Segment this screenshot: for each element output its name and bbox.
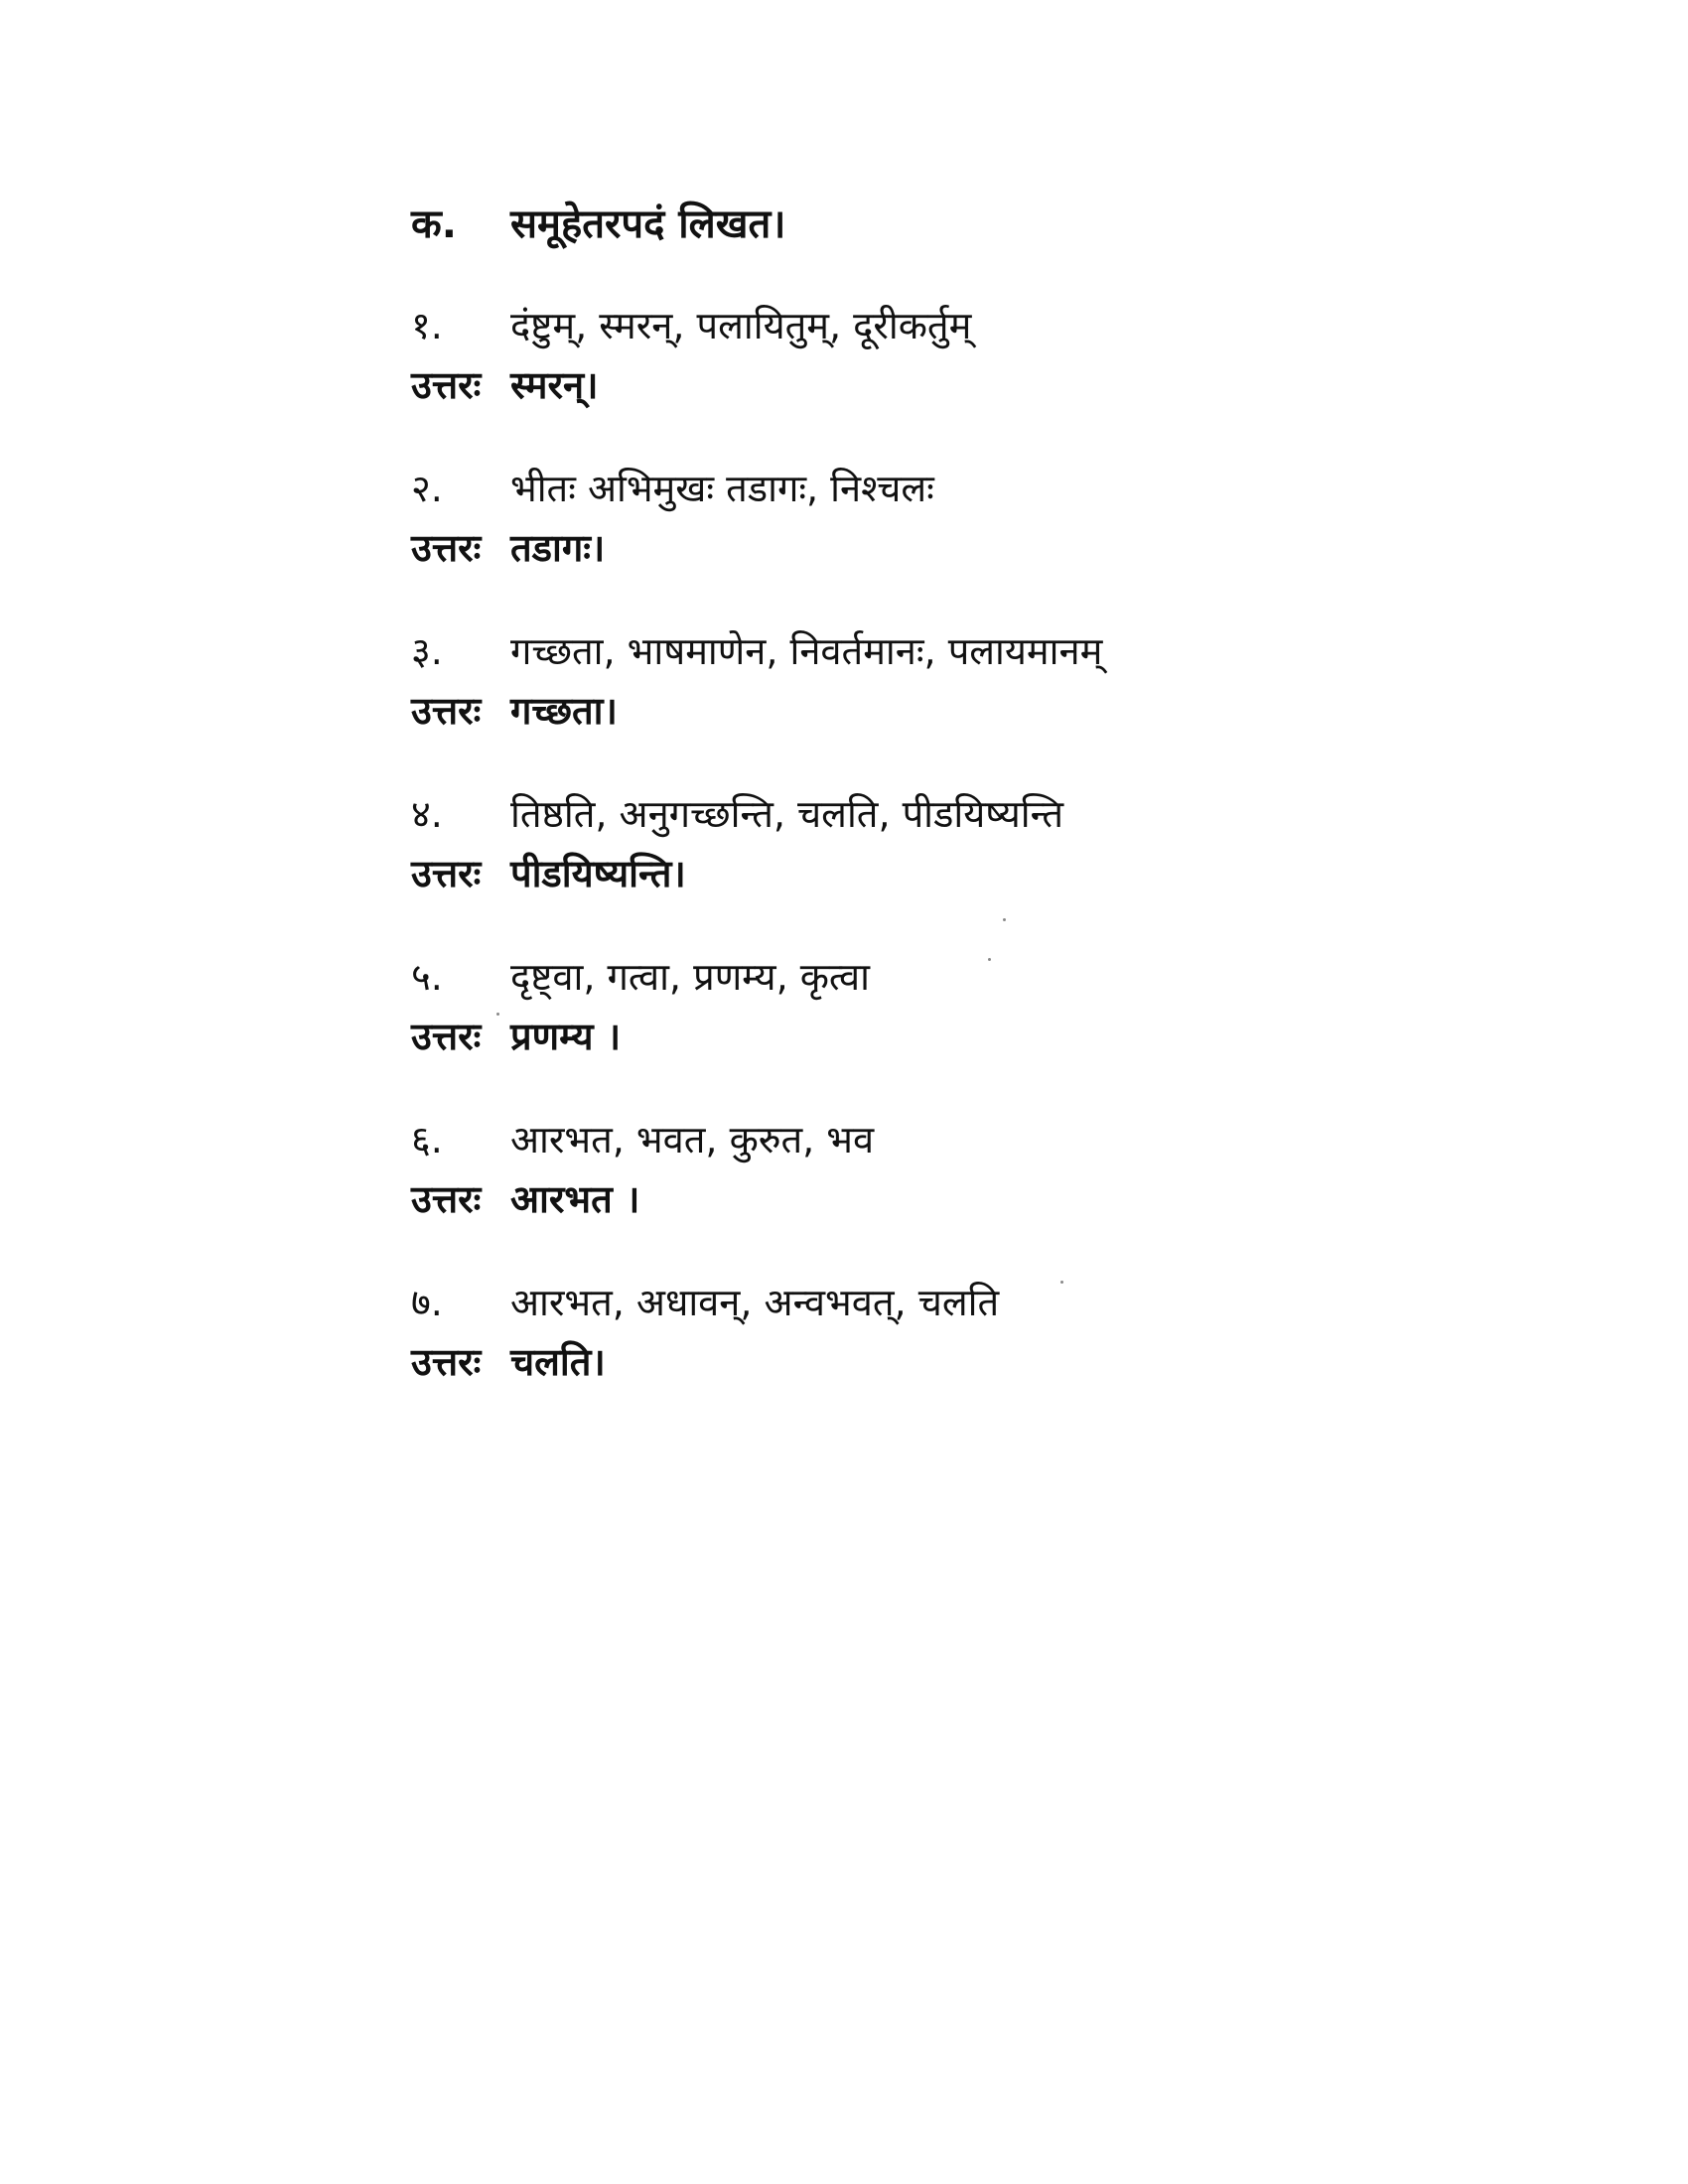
question-item-6 (411, 1113, 1404, 1232)
question-item-7 (411, 1276, 1404, 1395)
answer-label: उत्तरः (411, 1015, 482, 1058)
question-row (411, 1276, 1404, 1335)
answer-label: उत्तरः (411, 1340, 482, 1384)
question-text: दंष्टुम्, स्मरन्, पलायितुम्, दूरीकर्तुम् (510, 304, 972, 347)
question-item-5 (411, 950, 1404, 1069)
question-item-3 (411, 624, 1404, 744)
scan-speck (1003, 918, 1006, 921)
question-number: ५. (411, 955, 443, 999)
question-row (411, 1113, 1404, 1172)
scan-speck (1060, 1281, 1063, 1284)
question-row (411, 950, 1404, 1010)
question-number: ७. (411, 1281, 443, 1324)
question-number: २. (411, 467, 443, 510)
question-row (411, 299, 1404, 358)
answer-row (411, 847, 1404, 906)
question-item-2 (411, 462, 1404, 581)
answer-label: उत्तरः (411, 852, 482, 895)
question-text: भीतः अभिमुखः तडागः, निश्चलः (510, 467, 934, 510)
heading-text: समूहेतरपदं लिखत। (510, 202, 786, 247)
question-text: आरभत, अधावन्, अन्वभवत्, चलति (510, 1281, 1000, 1324)
answer-row (411, 1010, 1404, 1069)
question-number: ४. (411, 792, 443, 836)
scan-speck (496, 1013, 499, 1016)
document-page (411, 195, 1404, 1438)
answer-text: स्मरन्। (510, 363, 599, 407)
answer-label: उत्तरः (411, 526, 482, 570)
question-row (411, 787, 1404, 847)
question-item-1 (411, 299, 1404, 418)
question-text: आरभत, भवत, कुरुत, भव (510, 1118, 875, 1161)
question-item-4 (411, 787, 1404, 906)
answer-row (411, 521, 1404, 581)
answer-row (411, 1335, 1404, 1395)
heading-marker: क. (411, 202, 457, 247)
answer-row (411, 1172, 1404, 1232)
question-number: ३. (411, 629, 443, 673)
scan-speck (988, 958, 991, 961)
answer-label: उत्तरः (411, 363, 482, 407)
answer-text: तडागः। (510, 526, 606, 570)
answer-text: पीडयिष्यन्ति। (510, 852, 686, 895)
answer-text: चलति। (510, 1340, 606, 1384)
question-row (411, 624, 1404, 684)
question-text: तिष्ठति, अनुगच्छन्ति, चलति, पीडयिष्यन्ति (510, 792, 1063, 836)
exercise-heading (411, 195, 1404, 249)
answer-row (411, 358, 1404, 418)
question-row (411, 462, 1404, 521)
answer-label: उत्तरः (411, 689, 482, 733)
answer-text: आरभत । (510, 1177, 640, 1221)
answer-text: गच्छता। (510, 689, 618, 733)
answer-row (411, 684, 1404, 744)
question-number: ६. (411, 1118, 443, 1161)
question-text: दृष्ट्वा, गत्वा, प्रणम्य, कृत्वा (510, 955, 870, 999)
question-text: गच्छता, भाषमाणेन, निवर्तमानः, पलायमानम् (510, 629, 1103, 673)
answer-label: उत्तरः (411, 1177, 482, 1221)
answer-text: प्रणम्य । (510, 1015, 622, 1058)
question-number: १. (411, 304, 443, 347)
